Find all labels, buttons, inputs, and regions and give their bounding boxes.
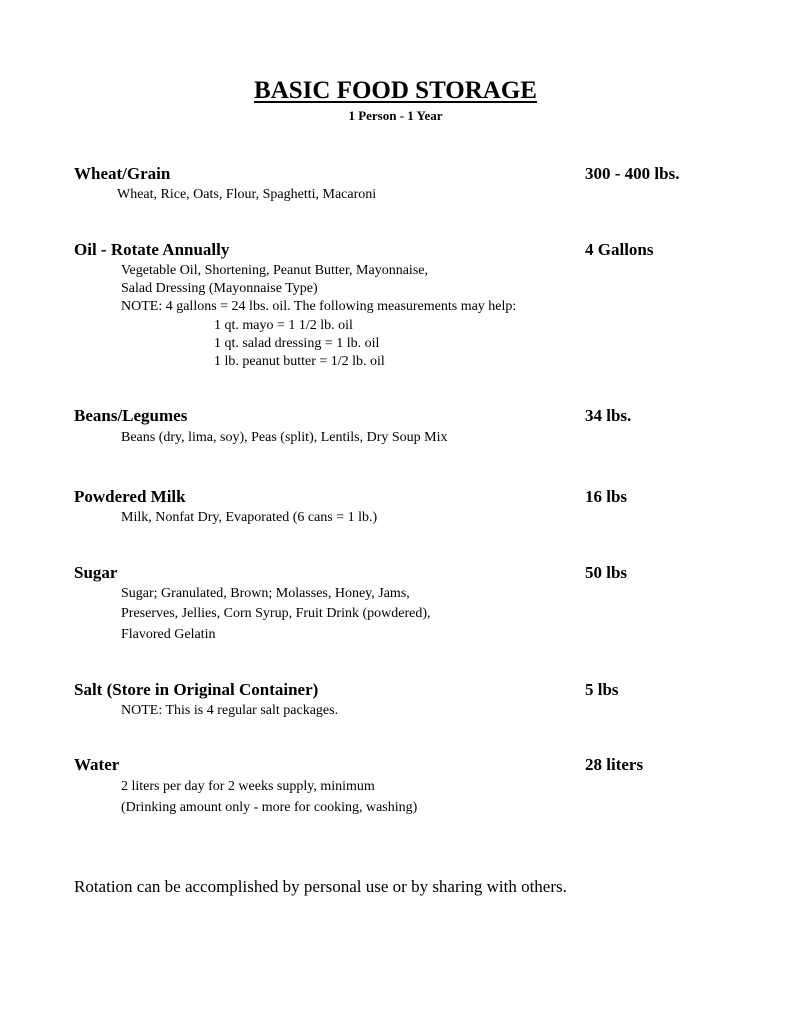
page-subtitle: 1 Person - 1 Year bbox=[348, 108, 443, 123]
section-detail-line: Milk, Nonfat Dry, Evaporated (6 cans = 1 lb.) bbox=[121, 510, 378, 525]
section-detail-line: Vegetable Oil, Shortening, Peanut Butter, Mayonnaise, bbox=[121, 263, 428, 278]
page-title: BASIC FOOD STORAGE bbox=[254, 77, 537, 104]
section-detail-line: (Drinking amount only - more for cooking, washing) bbox=[121, 800, 418, 815]
section-amount-wheat-grain: 300 - 400 lbs. bbox=[585, 164, 680, 183]
measurement-line: 1 lb. peanut butter = 1/2 lb. oil bbox=[214, 354, 385, 369]
section-detail-line: Sugar; Granulated, Brown; Molasses, Honey, Jams, bbox=[121, 586, 410, 601]
section-detail-line: Salad Dressing (Mayonnaise Type) bbox=[121, 281, 318, 296]
section-heading-wheat-grain: Wheat/Grain bbox=[74, 164, 171, 183]
section-detail-line: Wheat, Rice, Oats, Flour, Spaghetti, Macaroni bbox=[117, 187, 377, 202]
section-heading-sugar: Sugar bbox=[74, 563, 118, 582]
section-detail-line: Preserves, Jellies, Corn Syrup, Fruit Drink (powdered), bbox=[121, 606, 431, 621]
section-amount-water: 28 liters bbox=[585, 755, 644, 774]
section-detail-line: Flavored Gelatin bbox=[121, 627, 216, 642]
measurement-line: 1 qt. mayo = 1 1/2 lb. oil bbox=[214, 318, 353, 333]
section-amount-salt: 5 lbs bbox=[585, 680, 619, 699]
measurement-line: 1 qt. salad dressing = 1 lb. oil bbox=[214, 336, 380, 351]
section-heading-water: Water bbox=[74, 755, 120, 774]
section-heading-salt: Salt (Store in Original Container) bbox=[74, 680, 319, 699]
section-heading-oil: Oil - Rotate Annually bbox=[74, 240, 230, 259]
section-amount-powdered-milk: 16 lbs bbox=[585, 487, 628, 506]
section-amount-sugar: 50 lbs bbox=[585, 563, 628, 582]
section-detail-line: 2 liters per day for 2 weeks supply, minimum bbox=[121, 779, 375, 794]
section-heading-beans-legumes: Beans/Legumes bbox=[74, 406, 188, 425]
footer-note: Rotation can be accomplished by personal use or by sharing with others. bbox=[74, 877, 567, 896]
section-amount-oil: 4 Gallons bbox=[585, 240, 654, 259]
section-detail-line: Beans (dry, lima, soy), Peas (split), Lentils, Dry Soup Mix bbox=[121, 430, 448, 445]
section-heading-powdered-milk: Powdered Milk bbox=[74, 487, 186, 506]
section-note-line: NOTE: 4 gallons = 24 lbs. oil. The following measurements may help: bbox=[121, 299, 517, 314]
section-note-line: NOTE: This is 4 regular salt packages. bbox=[121, 703, 339, 718]
section-amount-beans-legumes: 34 lbs. bbox=[585, 406, 632, 425]
